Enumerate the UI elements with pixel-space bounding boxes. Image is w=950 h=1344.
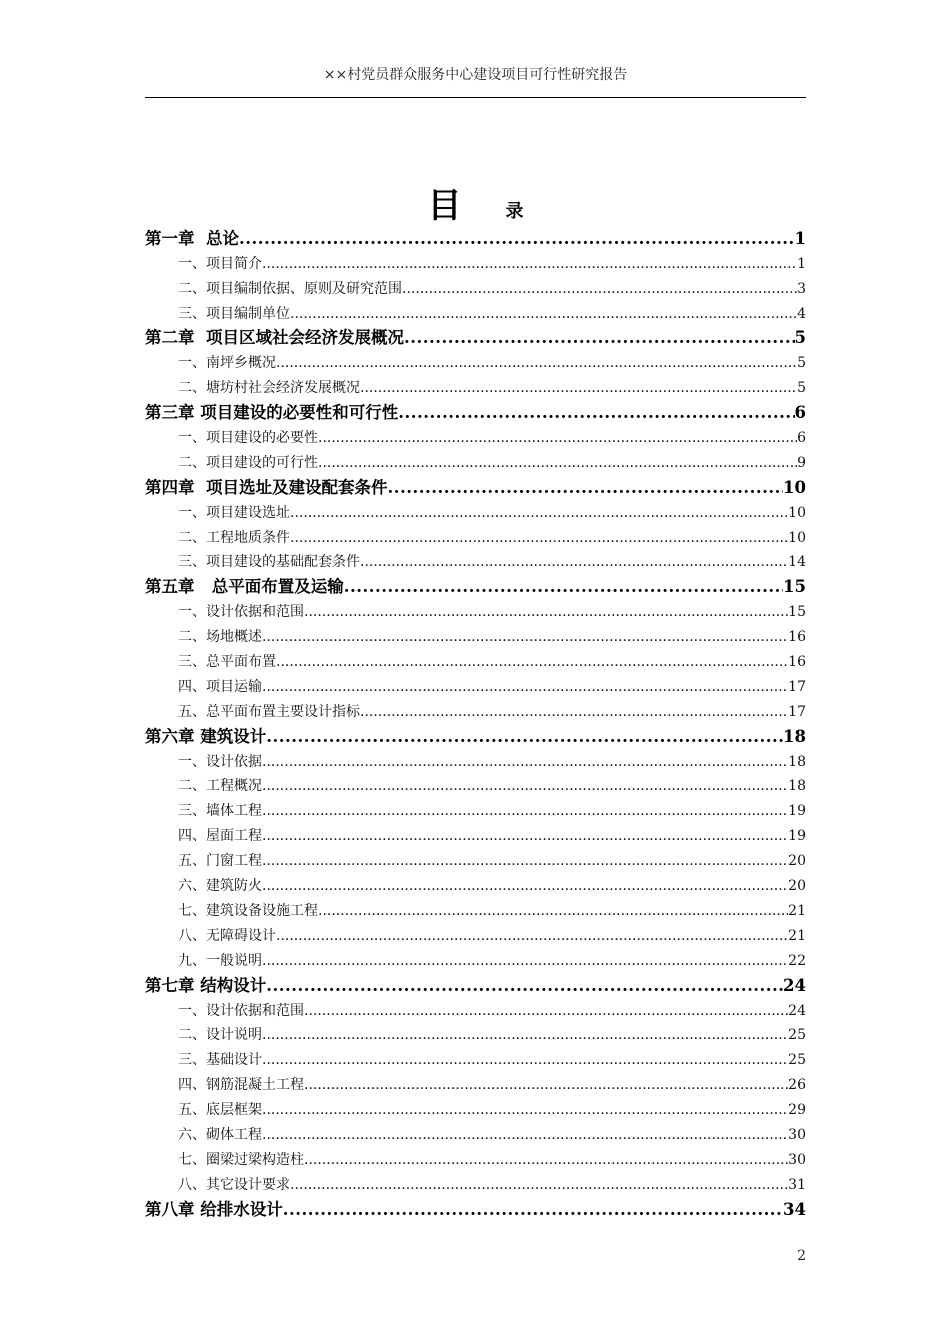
toc-section-entry[interactable] — [145, 348, 806, 373]
toc-dot-leader — [290, 528, 788, 548]
toc-chapter-entry[interactable] — [145, 1195, 806, 1220]
toc-entry-page: 16 — [788, 629, 806, 646]
toc-dot-leader — [276, 926, 788, 946]
toc-dot-leader — [262, 1025, 788, 1045]
toc-section-entry[interactable] — [145, 647, 806, 672]
toc-section-entry[interactable] — [145, 796, 806, 821]
toc-entry-label: 一、南坪乡概况 — [178, 355, 276, 372]
toc-entry-label: 第一章 总论 — [145, 228, 239, 248]
toc-entry-page: 25 — [788, 1052, 806, 1069]
toc-entry-page: 6 — [797, 430, 806, 447]
toc-section-entry[interactable] — [145, 373, 806, 398]
toc-entry-page: 15 — [783, 577, 806, 597]
toc-section-entry[interactable] — [145, 846, 806, 871]
toc-entry-label: 一、设计依据 — [178, 753, 262, 770]
toc-chapter-entry[interactable] — [145, 971, 806, 996]
header-rule — [145, 97, 806, 98]
toc-entry-page: 10 — [788, 529, 806, 546]
toc-section-entry[interactable] — [145, 548, 806, 573]
toc-entry-page: 5 — [797, 355, 806, 372]
toc-entry-page: 17 — [788, 703, 806, 720]
toc-dot-leader — [388, 478, 784, 498]
toc-entry-label: 二、塘坊村社会经济发展概况 — [178, 380, 360, 397]
toc-dot-leader — [304, 1150, 788, 1170]
toc-section-entry[interactable] — [145, 249, 806, 274]
toc-section-entry[interactable] — [145, 871, 806, 896]
toc-chapter-entry[interactable] — [145, 572, 806, 597]
toc-entry-page: 21 — [788, 927, 806, 944]
toc-dot-leader — [266, 727, 783, 747]
toc-entry-page: 16 — [788, 654, 806, 671]
toc-dot-leader — [304, 1001, 788, 1021]
toc-entry-label: 二、工程地质条件 — [178, 529, 290, 546]
table-of-contents — [145, 224, 806, 1220]
toc-entry-label: 四、屋面工程 — [178, 828, 262, 845]
toc-entry-label: 七、建筑设备设施工程 — [178, 902, 318, 919]
toc-dot-leader — [262, 851, 788, 871]
toc-entry-page: 3 — [797, 280, 806, 297]
toc-entry-label: 三、基础设计 — [178, 1052, 262, 1069]
toc-entry-label: 九、一般说明 — [178, 952, 262, 969]
toc-entry-page: 19 — [788, 828, 806, 845]
toc-entry-page: 17 — [788, 678, 806, 695]
toc-entry-label: 一、设计依据和范围 — [178, 604, 304, 621]
toc-entry-page: 20 — [788, 878, 806, 895]
toc-entry-label: 第二章 项目区域社会经济发展概况 — [145, 328, 404, 348]
toc-section-entry[interactable] — [145, 821, 806, 846]
toc-entry-page: 21 — [788, 902, 806, 919]
toc-title-char-2: 录 — [505, 201, 524, 222]
toc-section-entry[interactable] — [145, 423, 806, 448]
toc-entry-label: 五、门窗工程 — [178, 853, 262, 870]
toc-entry-label: 二、设计说明 — [178, 1027, 262, 1044]
toc-entry-page: 24 — [788, 1002, 806, 1019]
toc-entry-page: 10 — [788, 504, 806, 521]
toc-dot-leader — [283, 1200, 783, 1220]
toc-dot-leader — [360, 378, 797, 398]
toc-entry-page: 14 — [788, 554, 806, 571]
toc-entry-page: 30 — [788, 1151, 806, 1168]
toc-entry-label: 三、项目建设的基础配套条件 — [178, 554, 360, 571]
toc-dot-leader — [262, 776, 788, 796]
toc-entry-label: 一、设计依据和范围 — [178, 1002, 304, 1019]
toc-dot-leader — [404, 328, 795, 348]
toc-entry-label: 二、项目建设的可行性 — [178, 454, 318, 471]
toc-entry-page: 22 — [788, 952, 806, 969]
toc-entry-label: 第六章 建筑设计 — [145, 726, 267, 746]
toc-entry-label: 五、总平面布置主要设计指标 — [178, 703, 360, 720]
toc-dot-leader — [402, 279, 797, 299]
toc-dot-leader — [304, 1075, 788, 1095]
toc-entry-page: 1 — [794, 228, 806, 248]
toc-dot-leader — [262, 876, 788, 896]
toc-entry-label: 一、项目建设选址 — [178, 504, 290, 521]
toc-entry-label: 八、无障碍设计 — [178, 927, 276, 944]
toc-entry-page: 15 — [788, 604, 806, 621]
toc-section-entry[interactable] — [145, 1170, 806, 1195]
toc-entry-label: 七、圈梁过梁构造柱 — [178, 1151, 304, 1168]
toc-section-entry[interactable] — [145, 622, 806, 647]
toc-entry-page: 5 — [794, 328, 806, 348]
toc-entry-label: 六、砌体工程 — [178, 1126, 262, 1143]
toc-dot-leader — [262, 1050, 788, 1070]
toc-entry-label: 四、钢筋混凝土工程 — [178, 1077, 304, 1094]
toc-entry-page: 25 — [788, 1027, 806, 1044]
toc-dot-leader — [276, 652, 788, 672]
toc-entry-label: 四、项目运输 — [178, 678, 262, 695]
toc-dot-leader — [262, 1100, 788, 1120]
running-header: ××村党员群众服务中心建设项目可行性研究报告 — [323, 67, 628, 83]
toc-entry-label: 第三章 项目建设的必要性和可行性 — [145, 403, 399, 423]
toc-entry-label: 二、项目编制依据、原则及研究范围 — [178, 280, 402, 297]
toc-entry-page: 31 — [788, 1176, 806, 1193]
toc-dot-leader — [318, 453, 797, 473]
toc-chapter-entry[interactable] — [145, 398, 806, 423]
toc-entry-label: 三、总平面布置 — [178, 654, 276, 671]
toc-dot-leader — [262, 801, 788, 821]
toc-section-entry[interactable] — [145, 523, 806, 548]
toc-entry-label: 第五章 总平面布置及运输 — [145, 577, 344, 597]
toc-chapter-entry[interactable] — [145, 324, 806, 349]
toc-section-entry[interactable] — [145, 697, 806, 722]
toc-section-entry[interactable] — [145, 1070, 806, 1095]
toc-entry-label: 一、项目简介 — [178, 255, 262, 272]
toc-entry-page: 18 — [788, 778, 806, 795]
toc-entry-label: 第八章 给排水设计 — [145, 1199, 283, 1219]
toc-dot-leader — [262, 951, 788, 971]
toc-dot-leader — [239, 229, 795, 249]
toc-section-entry[interactable] — [145, 1021, 806, 1046]
toc-dot-leader — [304, 602, 788, 622]
toc-dot-leader — [262, 752, 788, 772]
toc-chapter-entry[interactable] — [145, 473, 806, 498]
toc-title-char-1: 目 — [427, 186, 462, 226]
toc-dot-leader — [266, 976, 783, 996]
toc-section-entry[interactable] — [145, 946, 806, 971]
toc-section-entry[interactable] — [145, 672, 806, 697]
toc-entry-label: 三、项目编制单位 — [178, 305, 290, 322]
toc-section-entry[interactable] — [145, 274, 806, 299]
toc-entry-label: 六、建筑防火 — [178, 878, 262, 895]
toc-entry-page: 30 — [788, 1126, 806, 1143]
toc-entry-page: 6 — [794, 403, 806, 423]
toc-entry-label: 二、工程概况 — [178, 778, 262, 795]
toc-section-entry[interactable] — [145, 921, 806, 946]
toc-dot-leader — [360, 552, 788, 572]
toc-section-entry[interactable] — [145, 1045, 806, 1070]
toc-dot-leader — [360, 702, 788, 722]
toc-entry-page: 18 — [788, 753, 806, 770]
toc-entry-page: 18 — [783, 726, 806, 746]
toc-entry-label: 第四章 项目选址及建设配套条件 — [145, 477, 388, 497]
page-number: 2 — [797, 1248, 806, 1264]
toc-section-entry[interactable] — [145, 448, 806, 473]
toc-dot-leader — [344, 577, 783, 597]
toc-section-entry[interactable] — [145, 747, 806, 772]
toc-entry-label: 一、项目建设的必要性 — [178, 430, 318, 447]
toc-dot-leader — [262, 826, 788, 846]
toc-entry-page: 24 — [783, 975, 806, 995]
toc-entry-label: 第七章 结构设计 — [145, 975, 267, 995]
toc-section-entry[interactable] — [145, 1145, 806, 1170]
toc-entry-page: 29 — [788, 1102, 806, 1119]
toc-entry-label: 二、场地概述 — [178, 629, 262, 646]
toc-entry-page: 26 — [788, 1077, 806, 1094]
toc-section-entry[interactable] — [145, 996, 806, 1021]
toc-dot-leader — [262, 1125, 788, 1145]
toc-dot-leader — [290, 304, 797, 324]
toc-section-entry[interactable] — [145, 1120, 806, 1145]
toc-entry-page: 1 — [797, 255, 806, 272]
toc-chapter-entry[interactable] — [145, 722, 806, 747]
toc-section-entry[interactable] — [145, 597, 806, 622]
toc-entry-page: 20 — [788, 853, 806, 870]
toc-dot-leader — [276, 353, 797, 373]
toc-section-entry[interactable] — [145, 1095, 806, 1120]
toc-dot-leader — [262, 627, 788, 647]
toc-dot-leader — [318, 901, 788, 921]
toc-title — [145, 178, 806, 227]
toc-entry-label: 五、底层框架 — [178, 1102, 262, 1119]
toc-entry-page: 19 — [788, 803, 806, 820]
toc-dot-leader — [290, 503, 788, 523]
toc-dot-leader — [398, 403, 794, 423]
toc-dot-leader — [290, 1175, 788, 1195]
toc-dot-leader — [262, 677, 788, 697]
toc-entry-page: 4 — [797, 305, 806, 322]
toc-section-entry[interactable] — [145, 896, 806, 921]
toc-entry-page: 34 — [783, 1199, 806, 1219]
toc-dot-leader — [318, 428, 797, 448]
toc-dot-leader — [262, 254, 797, 274]
toc-section-entry[interactable] — [145, 299, 806, 324]
toc-section-entry[interactable] — [145, 498, 806, 523]
toc-entry-label: 三、墙体工程 — [178, 803, 262, 820]
toc-entry-page: 5 — [797, 380, 806, 397]
toc-entry-page: 10 — [783, 477, 806, 497]
toc-entry-page: 9 — [797, 454, 806, 471]
toc-section-entry[interactable] — [145, 772, 806, 797]
toc-chapter-entry[interactable] — [145, 224, 806, 249]
toc-entry-label: 八、其它设计要求 — [178, 1176, 290, 1193]
